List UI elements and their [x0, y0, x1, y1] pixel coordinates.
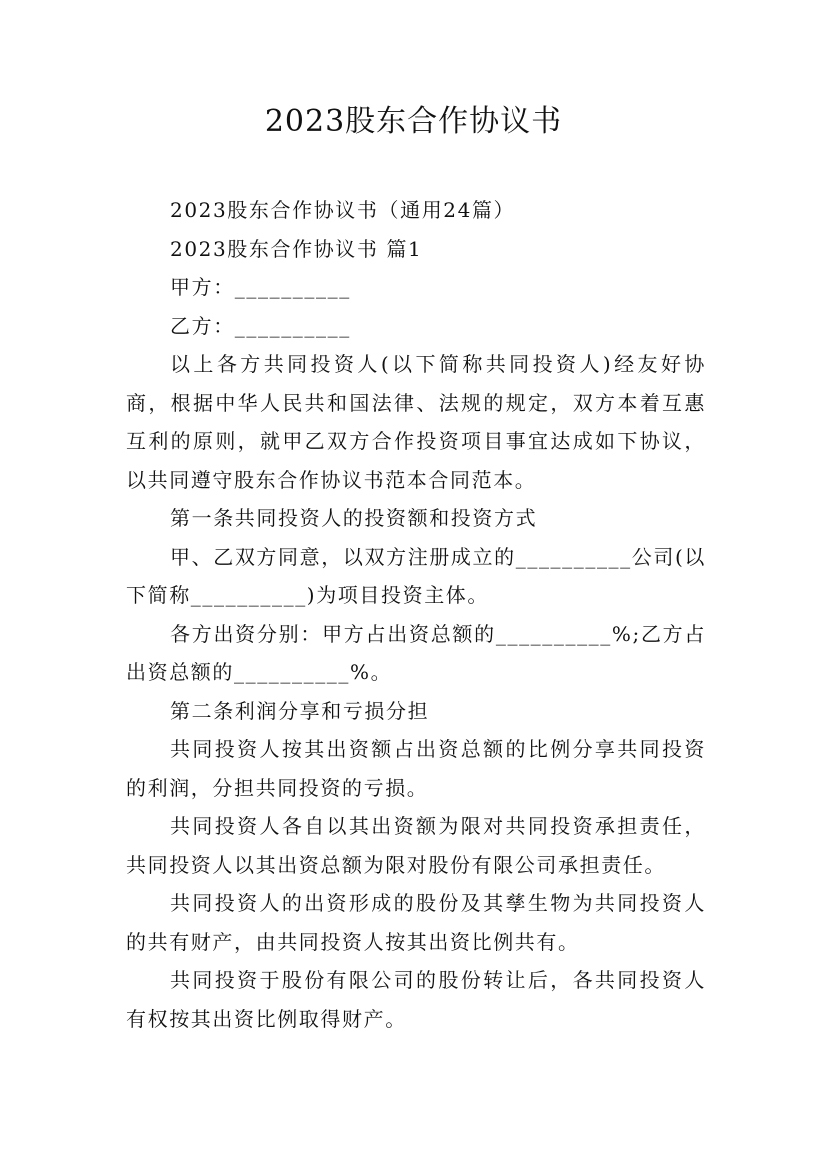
paragraph-article-2-liability: 共同投资人各自以其出资额为限对共同投资承担责任，共同投资人以其出资总额为限对股份有限公司承担责任。 [126, 814, 706, 877]
document-title: 2023股东合作协议书 [264, 104, 563, 139]
paragraph-preamble: 以上各方共同投资人(以下简称共同投资人)经友好协商，根据中华人民共和国法律、法规的规定，双方本着互惠互利的原则，就甲乙双方合作投资项目事宜达成如下协议，以共同遵守股东合作协议书范本合同范本。 [126, 352, 706, 492]
paragraph-section-heading: 2023股东合作协议书 篇1 [170, 236, 423, 261]
paragraph-article-2-heading: 第二条利润分享和亏损分担 [170, 698, 430, 723]
paragraph-subtitle: 2023股东合作协议书（通用24篇） [170, 198, 516, 222]
paragraph-party-a: 甲方：__________ [170, 275, 351, 299]
paragraph-article-1-heading: 第一条共同投资人的投资额和投资方式 [170, 506, 538, 530]
paragraph-party-b: 乙方：__________ [170, 313, 351, 338]
document-body [126, 191, 706, 1038]
paragraph-article-2-property: 共同投资人的出资形成的股份及其孳生物为共同投资人的共有财产，由共同投资人按其出资比例共有。 [126, 891, 706, 954]
paragraph-article-1-shares: 各方出资分别：甲方占出资总额的__________%;乙方占出资总额的__________%。 [126, 621, 706, 684]
paragraph-article-2-transfer: 共同投资于股份有限公司的股份转让后，各共同投资人有权按其出资比例取得财产。 [126, 968, 706, 1031]
paragraph-article-2-profit: 共同投资人按其出资额占出资总额的比例分享共同投资的利润，分担共同投资的亏损。 [126, 737, 706, 800]
paragraph-article-1-entity: 甲、乙双方同意，以双方注册成立的__________公司(以下简称__________)为项目投资主体。 [126, 544, 706, 607]
